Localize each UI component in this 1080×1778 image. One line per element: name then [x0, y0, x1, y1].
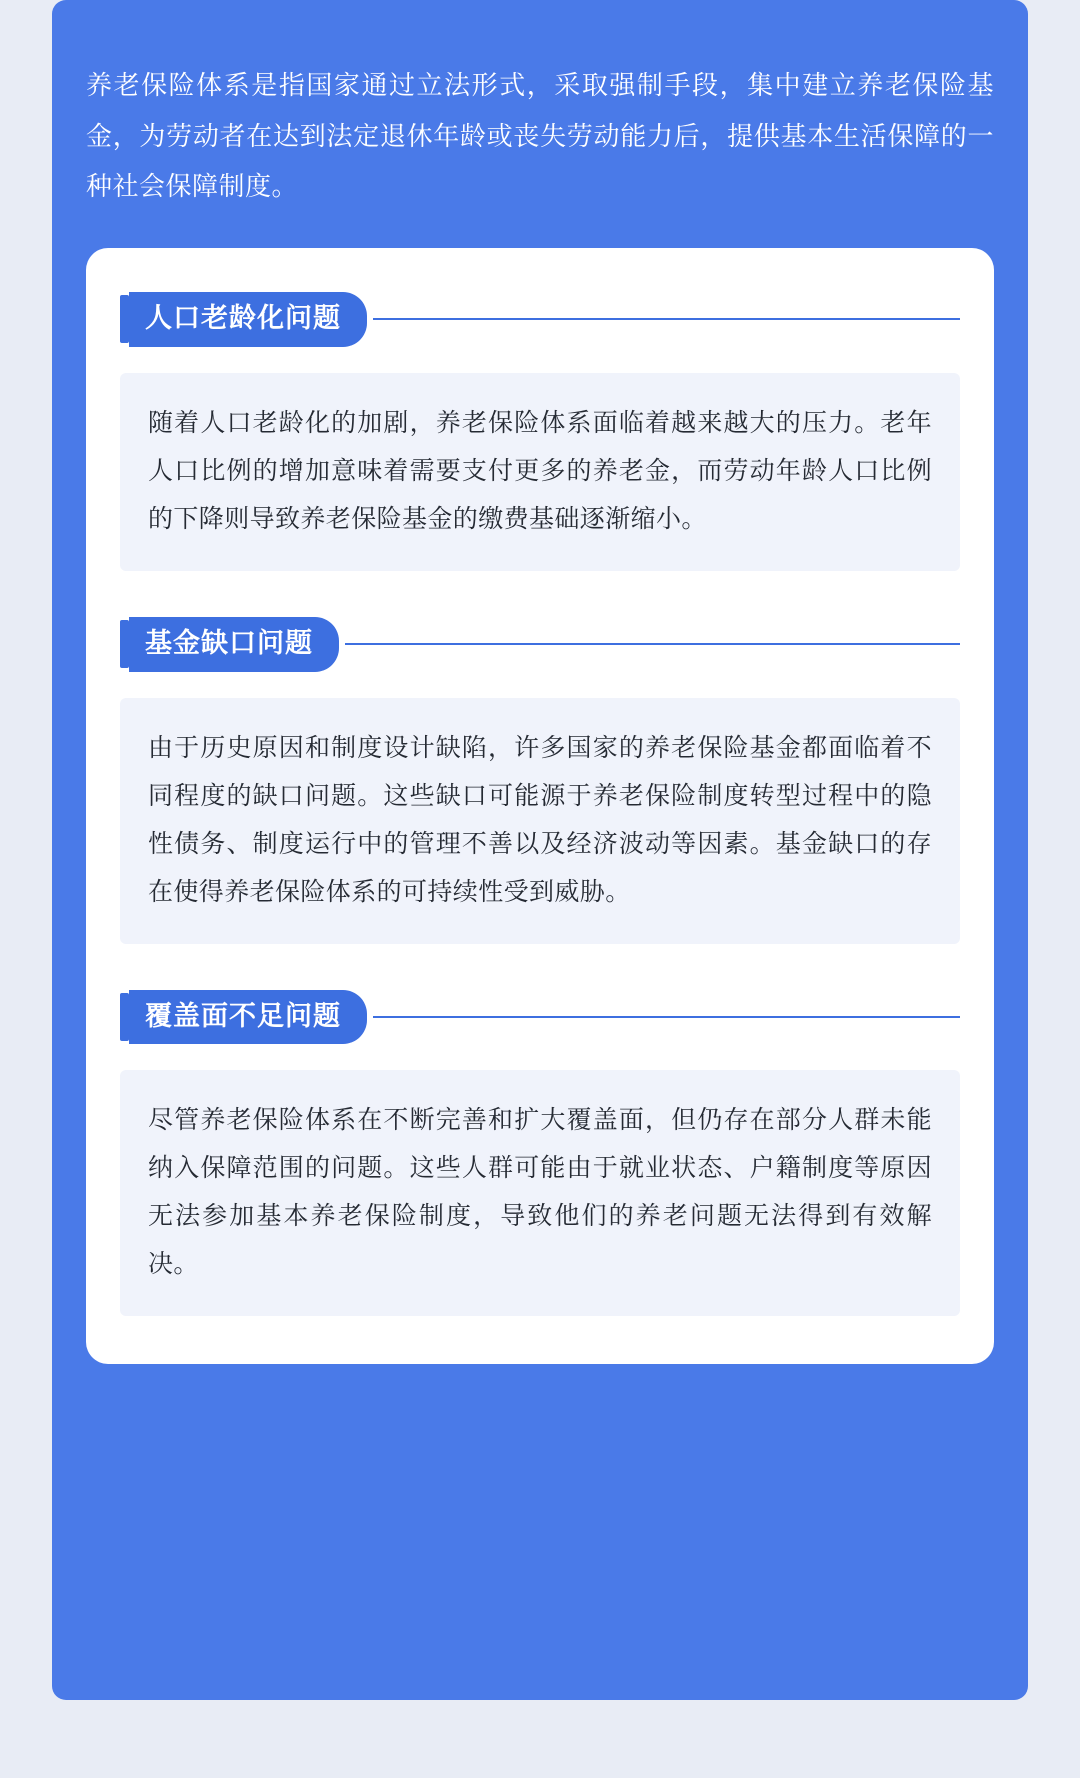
section-title: 人口老龄化问题 [129, 292, 367, 347]
section-header [120, 617, 960, 672]
section-divider-line [373, 1016, 960, 1018]
section-body-text: 尽管养老保险体系在不断完善和扩大覆盖面，但仍存在部分人群未能纳入保障范围的问题。这些人群可能由于就业状态、户籍制度等原因无法参加基本养老保险制度，导致他们的养老问题无法得到有效解决。 [120, 1070, 960, 1316]
section-divider-line [373, 318, 960, 320]
section-accent-bar [120, 295, 129, 343]
section-body-text: 随着人口老龄化的加剧，养老保险体系面临着越来越大的压力。老年人口比例的增加意味着需要支付更多的养老金，而劳动年龄人口比例的下降则导致养老保险基金的缴费基础逐渐缩小。 [120, 373, 960, 571]
section-divider-line [345, 643, 960, 645]
section-body-text: 由于历史原因和制度设计缺陷，许多国家的养老保险基金都面临着不同程度的缺口问题。这些缺口可能源于养老保险制度转型过程中的隐性债务、制度运行中的管理不善以及经济波动等因素。基金缺口的存在使得养老保险体系的可持续性受到威胁。 [120, 698, 960, 944]
blue-panel [52, 0, 1028, 1700]
section-accent-bar [120, 620, 129, 668]
section-coverage-gap [120, 990, 960, 1317]
intro-paragraph: 养老保险体系是指国家通过立法形式，采取强制手段，集中建立养老保险基金，为劳动者在达到法定退休年龄或丧失劳动能力后，提供基本生活保障的一种社会保障制度。 [86, 70, 994, 202]
section-title: 覆盖面不足问题 [129, 990, 367, 1045]
section-fund-gap [120, 617, 960, 944]
content-card [86, 248, 994, 1364]
section-title: 基金缺口问题 [129, 617, 339, 672]
section-header [120, 990, 960, 1045]
section-header [120, 292, 960, 347]
section-population-aging [120, 292, 960, 571]
section-accent-bar [120, 993, 129, 1041]
